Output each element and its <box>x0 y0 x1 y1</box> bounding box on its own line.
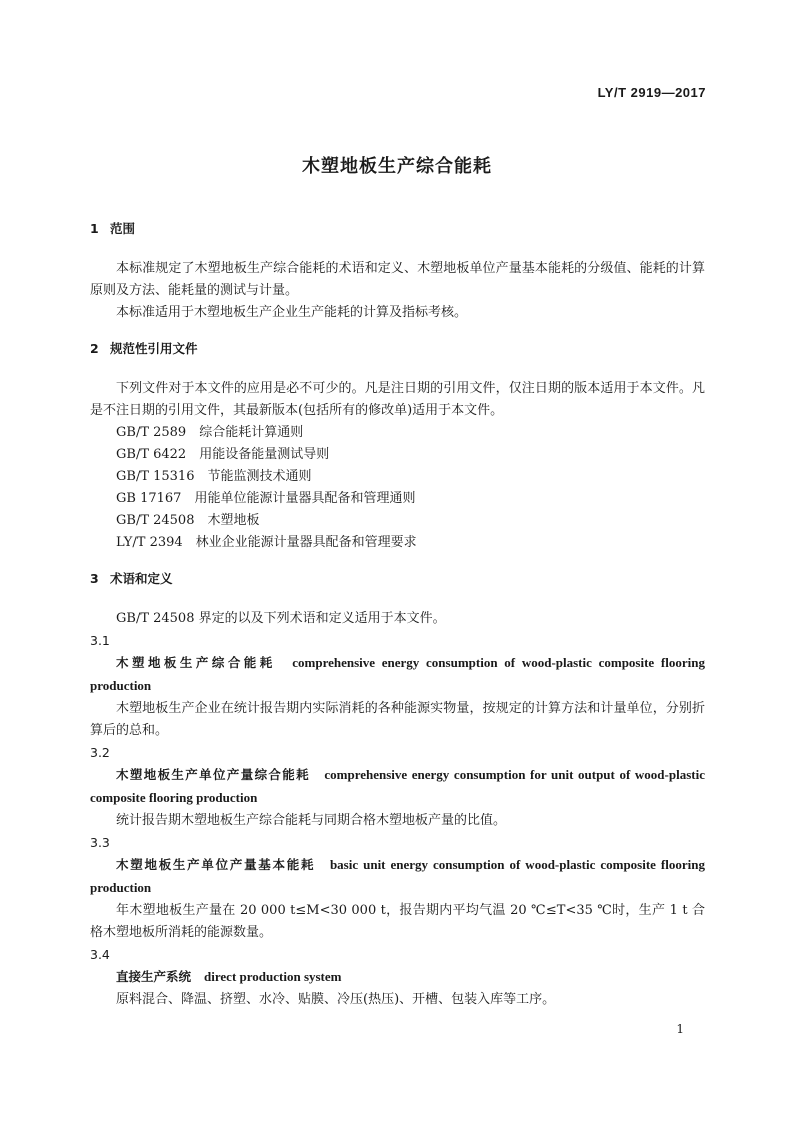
section-heading-terms-and-definitions <box>90 568 705 590</box>
term-entry <box>90 764 705 810</box>
section-title: 规范性引用文件 <box>110 341 198 356</box>
paragraph: 本标准适用于木塑地板生产企业生产能耗的计算及指标考核。 <box>116 305 468 320</box>
term-english: comprehensive energy consumption for unit output of wood-plastic composite flooring production <box>90 767 705 805</box>
reference-title: 林业企业能源计量器具配备和管理要求 <box>195 535 417 550</box>
reference-code: GB/T 2589 <box>116 425 187 440</box>
reference-code: GB/T 6422 <box>116 447 187 462</box>
term-chinese: 木塑地板生产单位产量基本能耗 <box>116 857 316 872</box>
document-body <box>90 218 705 1011</box>
reference-code: LY/T 2394 <box>116 535 183 550</box>
term-definition: 木塑地板生产企业在统计报告期内实际消耗的各种能源实物量，按规定的计算方法和计量单位，分别折算后的总和。 <box>90 701 705 738</box>
term-english: comprehensive energy consumption of wood-plastic composite flooring production <box>90 655 705 693</box>
reference-title: 用能设备能量测试导则 <box>199 447 330 462</box>
term-entry <box>90 854 705 900</box>
reference-title: 节能监测技术通则 <box>207 469 312 484</box>
paragraph: 下列文件对于本文件的应用是必不可少的。凡是注日期的引用文件，仅注日期的版本适用于本文件。凡是不注日期的引用文件，其最新版本(包括所有的修改单)适用于本文件。 <box>90 381 705 418</box>
section-number: 1 <box>90 221 99 236</box>
reference-code: GB/T 15316 <box>116 469 195 484</box>
reference-title: 综合能耗计算通则 <box>199 425 304 440</box>
term-english: basic unit energy consumption of wood-plastic composite flooring production <box>90 857 705 895</box>
reference-item <box>90 422 705 444</box>
term-number: 3.4 <box>90 947 110 962</box>
section-number: 3 <box>90 571 99 586</box>
reference-code: GB/T 24508 <box>116 513 195 528</box>
term-entry <box>90 966 705 989</box>
term-entry <box>90 652 705 698</box>
term-english: direct production system <box>204 969 342 984</box>
section-heading-scope <box>90 218 705 240</box>
section-number: 2 <box>90 341 99 356</box>
reference-title: 木塑地板 <box>207 513 260 528</box>
term-definition: 统计报告期木塑地板生产综合能耗与同期合格木塑地板产量的比值。 <box>116 813 507 828</box>
term-number: 3.2 <box>90 745 110 760</box>
section-title: 术语和定义 <box>110 571 173 586</box>
section-heading-normative-references <box>90 338 705 360</box>
term-chinese: 木塑地板生产单位产量综合能耗 <box>116 767 310 782</box>
reference-code: GB 17167 <box>116 491 182 506</box>
paragraph: GB/T 24508 界定的以及下列术语和定义适用于本文件。 <box>116 611 446 626</box>
document-title: 木塑地板生产综合能耗 <box>302 156 492 177</box>
reference-item <box>90 466 705 488</box>
section-title: 范围 <box>110 221 136 236</box>
term-chinese: 木塑地板生产综合能耗 <box>116 655 276 670</box>
reference-item <box>90 444 705 466</box>
standard-number: LY/T 2919—2017 <box>597 85 706 100</box>
term-number: 3.3 <box>90 835 110 850</box>
paragraph: 本标准规定了木塑地板生产综合能耗的术语和定义、木塑地板单位产量基本能耗的分级值、能耗的计算原则及方法、能耗量的测试与计量。 <box>90 261 705 298</box>
reference-item <box>90 532 705 554</box>
term-definition: 年木塑地板生产量在 20 000 t≤M<30 000 t，报告期内平均气温 20 ℃≤T<35 ℃时，生产 1 t 合格木塑地板所消耗的能源数量。 <box>90 903 705 940</box>
term-number: 3.1 <box>90 633 110 648</box>
reference-item <box>90 488 705 510</box>
page-number: 1 <box>676 1022 684 1036</box>
term-chinese: 直接生产系统 <box>116 969 192 984</box>
term-definition: 原料混合、降温、挤塑、水冷、贴膜、冷压(热压)、开槽、包装入库等工序。 <box>116 992 556 1007</box>
reference-item <box>90 510 705 532</box>
reference-title: 用能单位能源计量器具配备和管理通则 <box>194 491 416 506</box>
